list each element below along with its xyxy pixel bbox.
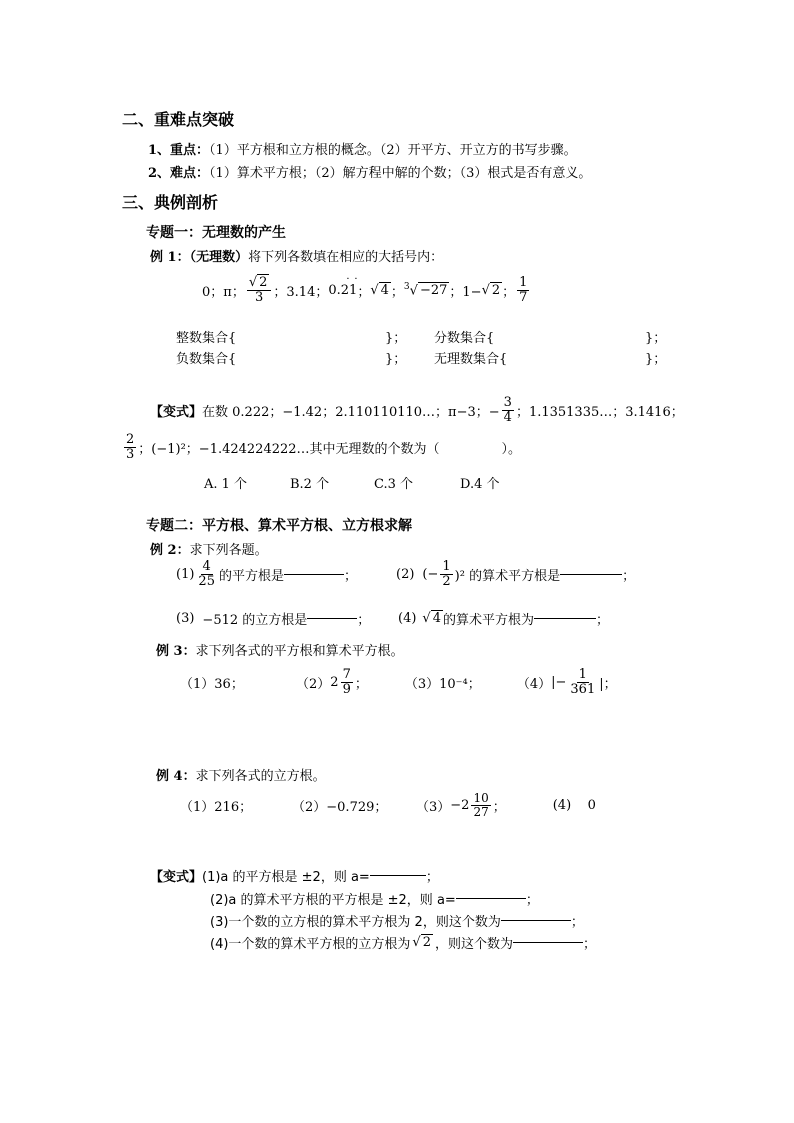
denominator: 3	[254, 289, 264, 305]
line-end: ；	[570, 915, 584, 930]
radicand: 4	[432, 611, 441, 626]
repeat-dot: ·	[354, 273, 358, 285]
option-c: C.3 个	[374, 477, 414, 492]
item-3: （3）10⁻⁴；	[404, 676, 481, 692]
section3-title: 三、典例剖析	[122, 193, 219, 212]
example3-prompt	[156, 640, 404, 659]
sqrt-2: √ 2	[481, 282, 501, 298]
answer-blank[interactable]	[370, 875, 426, 876]
example3-items	[180, 668, 617, 696]
set-close: }；	[385, 331, 407, 346]
variant-label: 【变式】	[150, 404, 203, 420]
number-text: ；3.14；	[273, 284, 329, 300]
question-end: ；	[357, 613, 371, 628]
variant2-line1	[150, 866, 439, 885]
variant2-line4	[210, 933, 596, 952]
example2-label: 例 2：	[150, 543, 190, 558]
sqrt-2: √ 2	[412, 935, 431, 950]
variant-text: ，则这个数为	[435, 937, 514, 952]
example4-text: 求下列各式的立方根。	[195, 769, 326, 784]
item-end: ；	[492, 799, 506, 815]
fraction-1-over-7	[517, 276, 529, 304]
question-text: 的算术平方根为	[443, 613, 535, 628]
number-text: 0；π；	[202, 284, 245, 300]
radicand: 2	[491, 282, 501, 298]
numerator: 2	[126, 432, 135, 447]
fraction-1-over-361	[568, 668, 597, 696]
variant-text: (2)a 的算术平方根的平方根是 ±2，则 a=	[210, 893, 456, 908]
example2-q4	[398, 609, 609, 628]
set-close: }；	[385, 352, 407, 367]
denominator: 4	[503, 409, 512, 425]
number-text: ；	[357, 284, 371, 300]
example1-label: 例 1：	[150, 250, 190, 265]
denominator: 2	[442, 573, 451, 589]
repeating-decimal	[328, 273, 358, 298]
key-points-line	[148, 139, 577, 158]
example1-tag: （无理数）	[189, 250, 249, 265]
numerator: 4	[202, 559, 211, 574]
fraction-4-over-25	[196, 560, 217, 588]
difficult-points-label: 2、难点：	[148, 166, 210, 181]
item-1: （1）36；	[180, 676, 244, 692]
variant-text: ；(−1)²；−1.424224222…其中无理数的个数为（	[138, 441, 440, 457]
denominator: 25	[198, 573, 215, 589]
number-text: ；	[390, 284, 404, 300]
mixed-whole: 2	[330, 674, 339, 690]
section2-title: 二、重难点突破	[122, 110, 235, 129]
fraction-sqrt2-over-3: $\frac{√ 2}{3}$	[247, 276, 272, 304]
variant-text: (4)一个数的算术平方根的立方根为	[210, 937, 411, 952]
set-close: }；	[645, 352, 667, 367]
example3-label: 例 3：	[156, 644, 196, 659]
item-index: （2）	[296, 676, 331, 692]
key-points-label: 1、重点：	[148, 143, 210, 158]
item-index: （4）	[516, 676, 552, 692]
answer-blank[interactable]	[456, 898, 526, 899]
example2-prompt	[150, 539, 268, 558]
question-text: )² 的算术平方根是	[454, 568, 561, 584]
variant1-line2	[122, 433, 521, 461]
item-index: （3）	[416, 799, 451, 815]
example2-q3	[176, 609, 370, 628]
variant-text: ；1.1351335…；3.1416；	[515, 404, 684, 420]
difficult-points-text: （1）算术平方根；（2）解方程中解的个数；（3）根式是否有意义。	[209, 166, 592, 181]
item-4: (4) 0	[552, 797, 596, 813]
variant2-line3	[210, 911, 584, 930]
key-points-text: （1）平方根和立方根的概念。（2）开平方、开立方的书写步骤。	[209, 143, 577, 158]
denominator: 7	[519, 289, 528, 305]
radicand: −27	[419, 283, 448, 299]
root-index: 3	[403, 281, 410, 292]
question-end: ；	[343, 568, 357, 584]
sqrt-4: √ 4	[370, 282, 389, 298]
item-end: ；	[354, 676, 368, 692]
decimal-value: 0.21	[328, 282, 358, 298]
question-end: ；	[622, 568, 636, 584]
mixed-whole: −2	[450, 797, 470, 813]
line-end: ；	[525, 893, 539, 908]
option-b: B.2 个	[290, 477, 330, 492]
example3-text: 求下列各式的平方根和算术平方根。	[195, 644, 404, 659]
topic1-title: 专题一：无理数的产生	[146, 225, 286, 241]
variant-label: 【变式】	[150, 870, 203, 885]
topic2-title: 专题二：平方根、算术平方根、立方根求解	[146, 518, 412, 534]
sqrt-4: √ 4	[422, 611, 441, 626]
numerator: 1	[519, 275, 528, 290]
fraction-3-over-4	[502, 396, 514, 424]
question-text: −512 的立方根是	[202, 613, 308, 628]
fraction-7-over-9	[341, 668, 353, 696]
question-end: ；	[596, 613, 610, 628]
numerator: 1	[442, 559, 451, 574]
answer-blank[interactable]	[284, 574, 344, 575]
answer-blank[interactable]	[307, 618, 357, 619]
answer-blank[interactable]	[501, 920, 571, 921]
item-2: （2）−0.729；	[292, 799, 388, 815]
fraction-1-over-2	[440, 560, 452, 588]
numerator: 3	[503, 395, 512, 410]
difficult-points-line	[148, 162, 591, 181]
answer-blank[interactable]	[560, 574, 622, 575]
item-text: |−	[551, 674, 567, 690]
example1-number-list	[202, 273, 531, 305]
question-text: (−	[422, 566, 439, 582]
question-index: (2)	[396, 566, 415, 582]
example4-items	[180, 792, 596, 818]
question-index: (1)	[176, 566, 195, 582]
example2-q1	[176, 560, 357, 588]
fraction-2-over-3	[124, 433, 136, 461]
denominator: 3	[126, 446, 135, 462]
number-text: ；	[502, 284, 516, 300]
repeat-dot: ·	[346, 273, 350, 285]
line-end: ；	[425, 870, 439, 885]
denominator: 27	[473, 804, 489, 819]
radicand: 4	[380, 282, 389, 298]
item-1: （1）216；	[180, 799, 253, 815]
numerator: 1	[578, 667, 587, 682]
example1-prompt	[150, 246, 443, 265]
fraction-10-over-27	[471, 792, 490, 818]
negative-set: 负数集合{	[176, 352, 237, 367]
variant-text: π−3；−	[448, 404, 500, 420]
numerator: 10	[473, 791, 489, 805]
question-index: (3)	[176, 611, 195, 626]
variant-text: (3)一个数的立方根的算术平方根为 2，则这个数为	[210, 915, 501, 930]
answer-blank[interactable]	[513, 942, 583, 943]
cube-root: $^3$√ −27	[403, 281, 448, 299]
example4-label: 例 4：	[156, 769, 196, 784]
option-a: A. 1 个	[204, 477, 248, 492]
integer-set: 整数集合{	[176, 331, 237, 346]
example2-text: 求下列各题。	[189, 543, 268, 558]
variant-text: (1)a 的平方根是 ±2，则 a=	[202, 870, 370, 885]
number-text: ；1−	[449, 284, 482, 300]
question-text: 的平方根是	[218, 568, 284, 584]
example2-q2	[396, 560, 635, 588]
radicand: 2	[259, 275, 268, 290]
denominator: 9	[342, 681, 351, 697]
variant-text: ）。	[501, 441, 522, 457]
variant-text: 在数 0.222；−1.42；2.110110110…；	[202, 404, 449, 420]
question-index: (4)	[398, 611, 417, 626]
example4-prompt	[156, 765, 326, 784]
answer-blank[interactable]	[534, 618, 596, 619]
option-d: D.4 个	[460, 477, 500, 492]
fraction-set: 分数集合{	[434, 331, 495, 346]
example1-text: 将下列各数填在相应的大括号内：	[248, 250, 444, 265]
item-text: |；	[599, 676, 617, 692]
variant2-line2	[210, 889, 539, 908]
denominator: 361	[570, 681, 596, 697]
irrational-set: 无理数集合{	[434, 352, 508, 367]
numerator: 7	[342, 667, 351, 682]
radicand: 2	[422, 935, 431, 950]
variant1-line1	[150, 396, 684, 424]
line-end: ；	[583, 937, 597, 952]
set-close: }；	[645, 331, 667, 346]
